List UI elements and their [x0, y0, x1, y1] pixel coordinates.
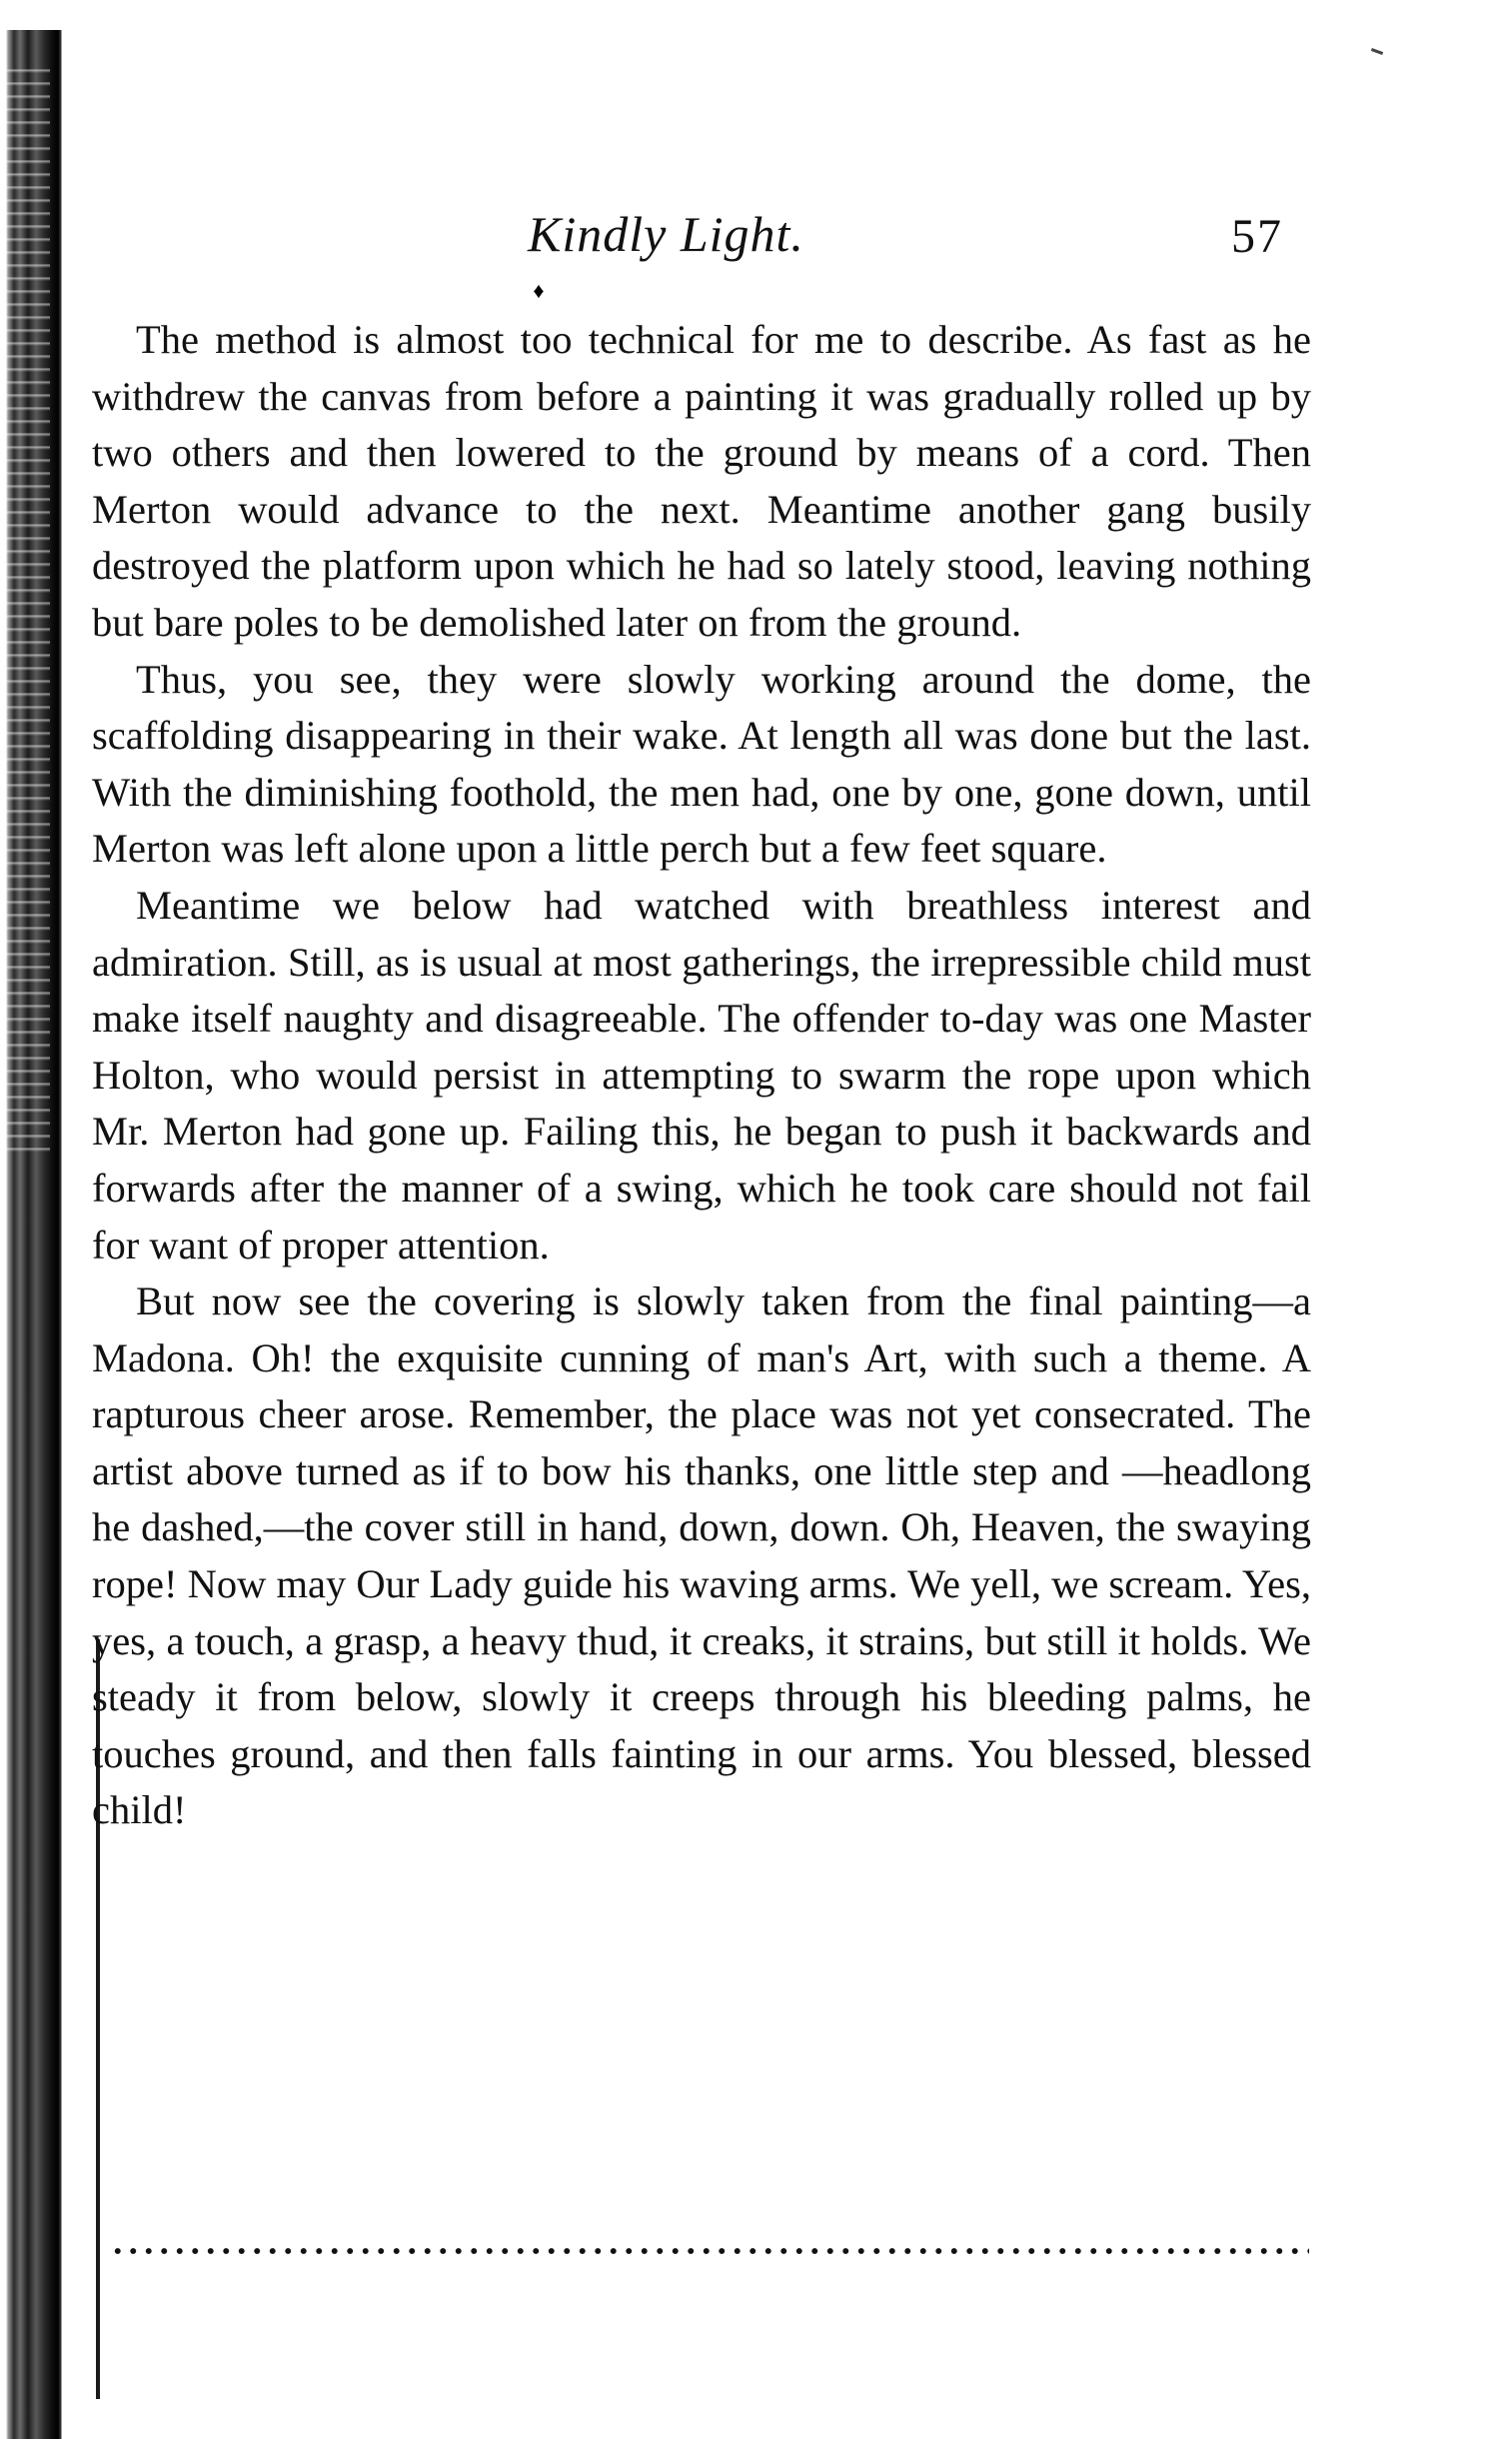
page-body	[92, 312, 1311, 1839]
running-title: Kindly Light.	[528, 206, 804, 262]
paragraph-2: Thus, you see, they were slowly working around the dome, the scaffolding disappearing in their wake. At length all was done but the last. With the diminishing foothold, the men had, one by one, gone down, until Merton was left alone upon a little perch but a few feet square.	[92, 656, 1311, 872]
paragraph-3: Meantime we below had watched with breathless interest and admiration. Still, as is usual at most gatherings, the irrepressible child must make itself naughty and disagreeable. The offender to-day was one Master Holton, who would persist in attempting to swarm the rope upon which Mr. Merton had gone up. Failing this, he began to push it backwards and forwards after the manner of a swing, which he took care should not fail for want of proper attention.	[92, 882, 1311, 1267]
corner-mark	[1371, 48, 1383, 55]
page-number: 57	[1231, 210, 1283, 263]
printer-ornament-icon	[528, 278, 550, 304]
section-break-dotted-rule	[110, 2247, 1309, 2255]
paragraph-4: But now see the covering is slowly taken from the final painting—a Madona. Oh! the exquisite cunning of man's Art, with such a theme. A rapturous cheer arose. Remember, the place was not yet consecrated. The artist above turned as if to bow his thanks, one little step and —headlong he dashed,—the cover still in hand, down, down. Oh, Heaven, the swaying rope! Now may Our Lady guide his waving arms. We yell, we scream. Yes, yes, a touch, a grasp, a heavy thud, it creaks, it strains, but still it holds. We steady it from below, slowly it creeps through his bleeding palms, he touches ground, and then falls fainting in our arms. You blessed, blessed child!	[92, 1278, 1311, 1833]
paragraph-1: The method is almost too technical for me to describe. As fast as he withdrew the canvas from before a painting it was gradually rolled up by two others and then lowered to the ground by means of a cord. Then Merton would advance to the next. Meantime another gang busily destroyed the platform upon which he had so lately stood, leaving nothing but bare poles to be demolished later on from the ground.	[92, 317, 1311, 645]
running-head	[0, 205, 1512, 265]
